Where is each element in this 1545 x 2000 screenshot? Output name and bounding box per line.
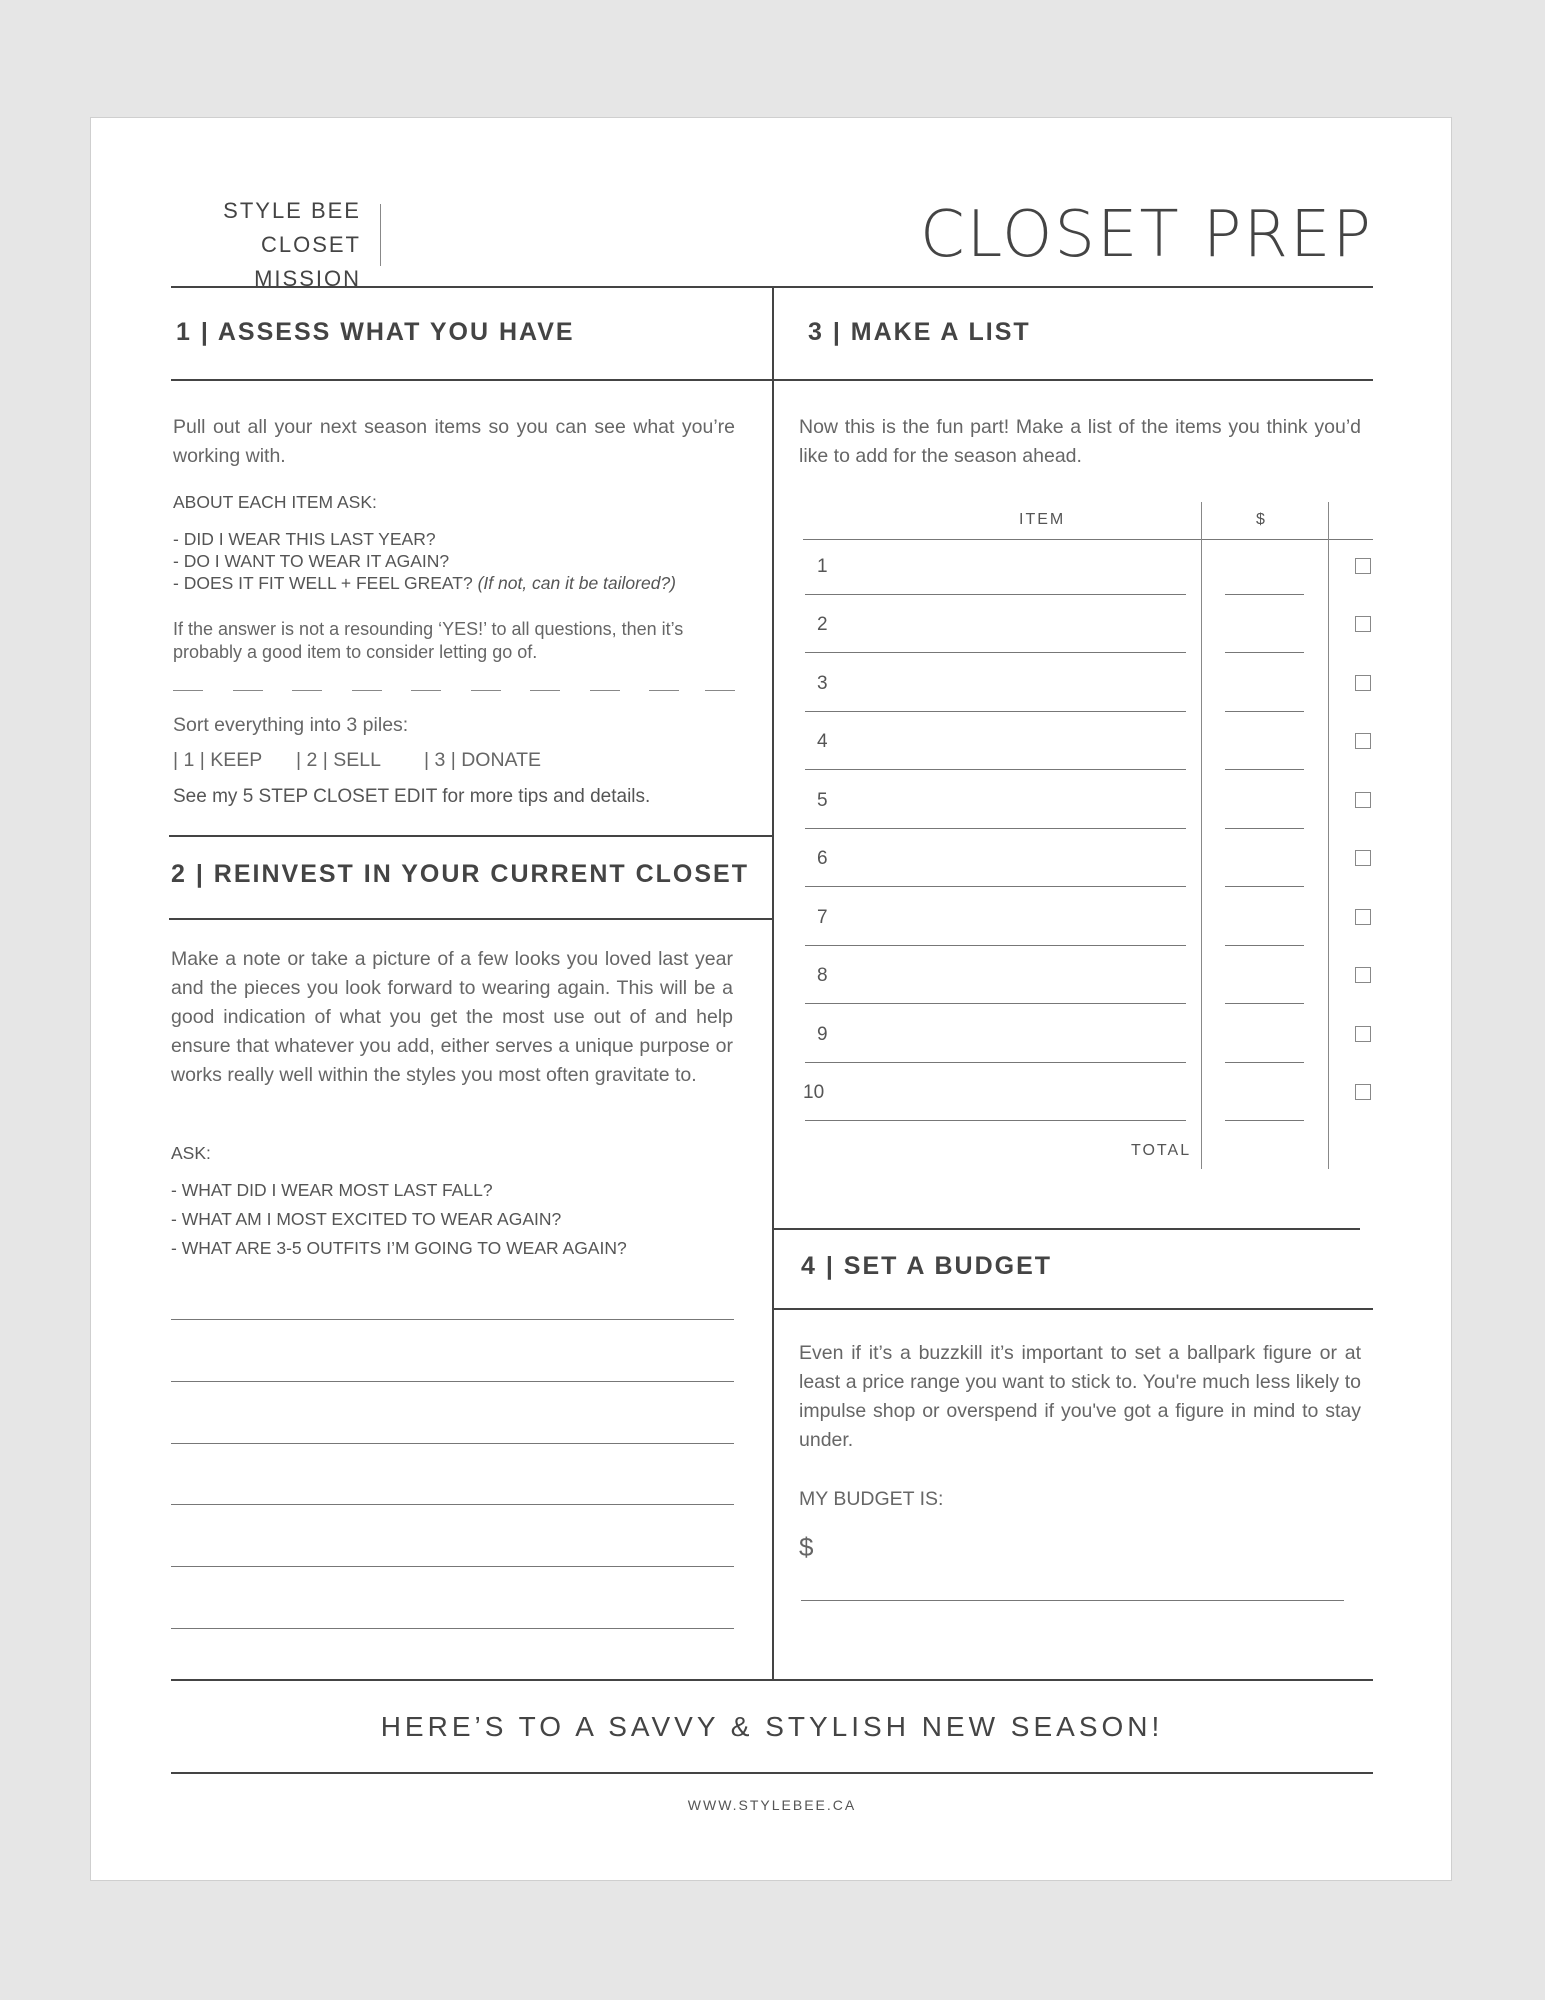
item-line[interactable] xyxy=(805,652,1186,653)
price-line[interactable] xyxy=(1225,652,1304,653)
question-item xyxy=(173,572,676,594)
section1-see-more: See my 5 STEP CLOSET EDIT for more tips and details. xyxy=(173,786,651,807)
dash-separator xyxy=(173,690,203,691)
worksheet-page xyxy=(90,117,1452,1881)
notes-line[interactable] xyxy=(171,1628,734,1629)
price-line[interactable] xyxy=(1225,1120,1304,1121)
list-row-number: 2 xyxy=(817,614,828,635)
section4-body: Even if it’s a buzzkill it’s important to set a ballpark figure or at least a price range you want to stick to. You're much less likely to impulse shop or overspend if you've got a figure in mind to stay under. xyxy=(799,1342,1361,1451)
dash-separator xyxy=(590,690,620,691)
item-line[interactable] xyxy=(805,886,1186,887)
item-checkbox[interactable] xyxy=(1355,1084,1371,1100)
footer-bottom-rule xyxy=(171,1772,1373,1774)
price-line[interactable] xyxy=(1225,886,1304,887)
section4-head-rule xyxy=(772,1308,1373,1310)
notes-line[interactable] xyxy=(171,1504,734,1505)
pile-donate: | 3 | DONATE xyxy=(424,749,542,771)
column-header-price: $ xyxy=(1256,511,1267,528)
dash-separator xyxy=(705,690,735,691)
brand-tagline: CLOSET MISSION xyxy=(254,232,361,291)
list-row-number: 4 xyxy=(817,731,828,752)
item-checkbox[interactable] xyxy=(1355,1026,1371,1042)
notes-line[interactable] xyxy=(171,1443,734,1444)
brand-divider xyxy=(380,204,381,266)
item-line[interactable] xyxy=(805,1062,1186,1063)
section2-head-rule xyxy=(169,918,772,920)
section3-intro: Now this is the fun part! Make a list of the items you think you’d like to add for the season ahead. xyxy=(799,416,1361,467)
section1-questions xyxy=(173,528,676,594)
price-line[interactable] xyxy=(1225,945,1304,946)
item-checkbox[interactable] xyxy=(1355,909,1371,925)
section4-heading: 4 | SET A BUDGET xyxy=(801,1252,1053,1280)
section2-heading: 2 | REINVEST IN YOUR CURRENT CLOSET xyxy=(171,860,749,888)
question-item: - WHAT ARE 3-5 OUTFITS I’M GOING TO WEAR AGAIN? xyxy=(171,1238,627,1258)
section1-ask-label: ABOUT EACH ITEM ASK: xyxy=(173,492,377,512)
item-line[interactable] xyxy=(805,769,1186,770)
list-row-number: 8 xyxy=(817,965,828,986)
dash-separator xyxy=(411,690,441,691)
section2-top-rule xyxy=(169,835,772,837)
question-text: - DOES IT FIT WELL + FEEL GREAT? xyxy=(173,573,473,593)
question-item: - WHAT DID I WEAR MOST LAST FALL? xyxy=(171,1180,493,1200)
list-row-number: 9 xyxy=(817,1024,828,1045)
column-header-item: ITEM xyxy=(1019,511,1066,528)
question-item: - DID I WEAR THIS LAST YEAR? xyxy=(173,529,436,549)
website-link[interactable]: WWW.STYLEBEE.CA xyxy=(687,1797,857,1813)
section1-sort-label: Sort everything into 3 piles: xyxy=(173,714,409,736)
price-line[interactable] xyxy=(1225,1062,1304,1063)
list-row-number: 6 xyxy=(817,848,828,869)
page-title: CLOSET PREP xyxy=(919,198,1373,272)
section1-intro: Pull out all your next season items so you can see what you’re working with. xyxy=(173,416,735,467)
dash-separator xyxy=(233,690,263,691)
list-row-number: 5 xyxy=(817,790,828,811)
section3-heading: 3 | MAKE A LIST xyxy=(808,318,1031,346)
dash-separator xyxy=(530,690,560,691)
table-divider-check xyxy=(1328,502,1329,1169)
price-line[interactable] xyxy=(1225,1003,1304,1004)
notes-line[interactable] xyxy=(171,1566,734,1567)
price-line[interactable] xyxy=(1225,769,1304,770)
table-header-rule xyxy=(803,539,1373,540)
item-checkbox[interactable] xyxy=(1355,850,1371,866)
footer-message: HERE’S TO A SAVVY & STYLISH NEW SEASON! xyxy=(380,1711,1164,1742)
dash-separator xyxy=(649,690,679,691)
item-line[interactable] xyxy=(805,594,1186,595)
list-row-number: 10 xyxy=(803,1082,825,1103)
table-divider-price xyxy=(1201,502,1202,1169)
item-line[interactable] xyxy=(805,1003,1186,1004)
price-line[interactable] xyxy=(1225,594,1304,595)
list-row-number: 7 xyxy=(817,907,828,928)
list-row-number: 1 xyxy=(817,556,828,577)
brand-block xyxy=(161,194,361,296)
item-checkbox[interactable] xyxy=(1355,792,1371,808)
dash-separator xyxy=(352,690,382,691)
section1-answer-note: If the answer is not a resounding ‘YES!’ to all questions, then it’s probably a good item to consider letting go of. xyxy=(173,619,684,662)
item-line[interactable] xyxy=(805,711,1186,712)
item-line[interactable] xyxy=(805,828,1186,829)
item-checkbox[interactable] xyxy=(1355,967,1371,983)
section1-heading: 1 | ASSESS WHAT YOU HAVE xyxy=(176,318,575,346)
item-checkbox[interactable] xyxy=(1355,616,1371,632)
budget-currency: $ xyxy=(799,1532,814,1562)
pile-sell: | 2 | SELL xyxy=(296,749,381,771)
item-checkbox[interactable] xyxy=(1355,558,1371,574)
price-line[interactable] xyxy=(1225,828,1304,829)
column-divider xyxy=(772,286,774,1679)
dash-separator xyxy=(471,690,501,691)
question-item: - DO I WANT TO WEAR IT AGAIN? xyxy=(173,551,450,571)
section2-body: Make a note or take a picture of a few looks you loved last year and the pieces you look forward to wearing again. This will be a good indication of what you get the most use out of and help ensure that whatever you add, either serves a unique purpose or works really well within the styles you most often gravitate to. xyxy=(171,948,733,1086)
brand-name: STYLE BEE xyxy=(223,198,361,223)
total-label: TOTAL xyxy=(1131,1142,1192,1159)
dash-separator xyxy=(292,690,322,691)
section4-top-rule xyxy=(772,1228,1360,1230)
section2-ask-label: ASK: xyxy=(171,1143,211,1163)
footer-top-rule xyxy=(171,1679,1373,1681)
notes-line[interactable] xyxy=(171,1319,734,1320)
budget-label: MY BUDGET IS: xyxy=(799,1488,944,1510)
section2-questions xyxy=(171,1176,627,1263)
notes-line[interactable] xyxy=(171,1381,734,1382)
item-checkbox[interactable] xyxy=(1355,733,1371,749)
item-line[interactable] xyxy=(805,1120,1186,1121)
question-note: (If not, can it be tailored?) xyxy=(477,573,677,593)
question-item: - WHAT AM I MOST EXCITED TO WEAR AGAIN? xyxy=(171,1209,562,1229)
budget-input-line[interactable] xyxy=(801,1600,1344,1601)
pile-keep: | 1 | KEEP xyxy=(173,749,263,771)
list-row-number: 3 xyxy=(817,673,828,694)
price-line[interactable] xyxy=(1225,711,1304,712)
item-line[interactable] xyxy=(805,945,1186,946)
item-checkbox[interactable] xyxy=(1355,675,1371,691)
